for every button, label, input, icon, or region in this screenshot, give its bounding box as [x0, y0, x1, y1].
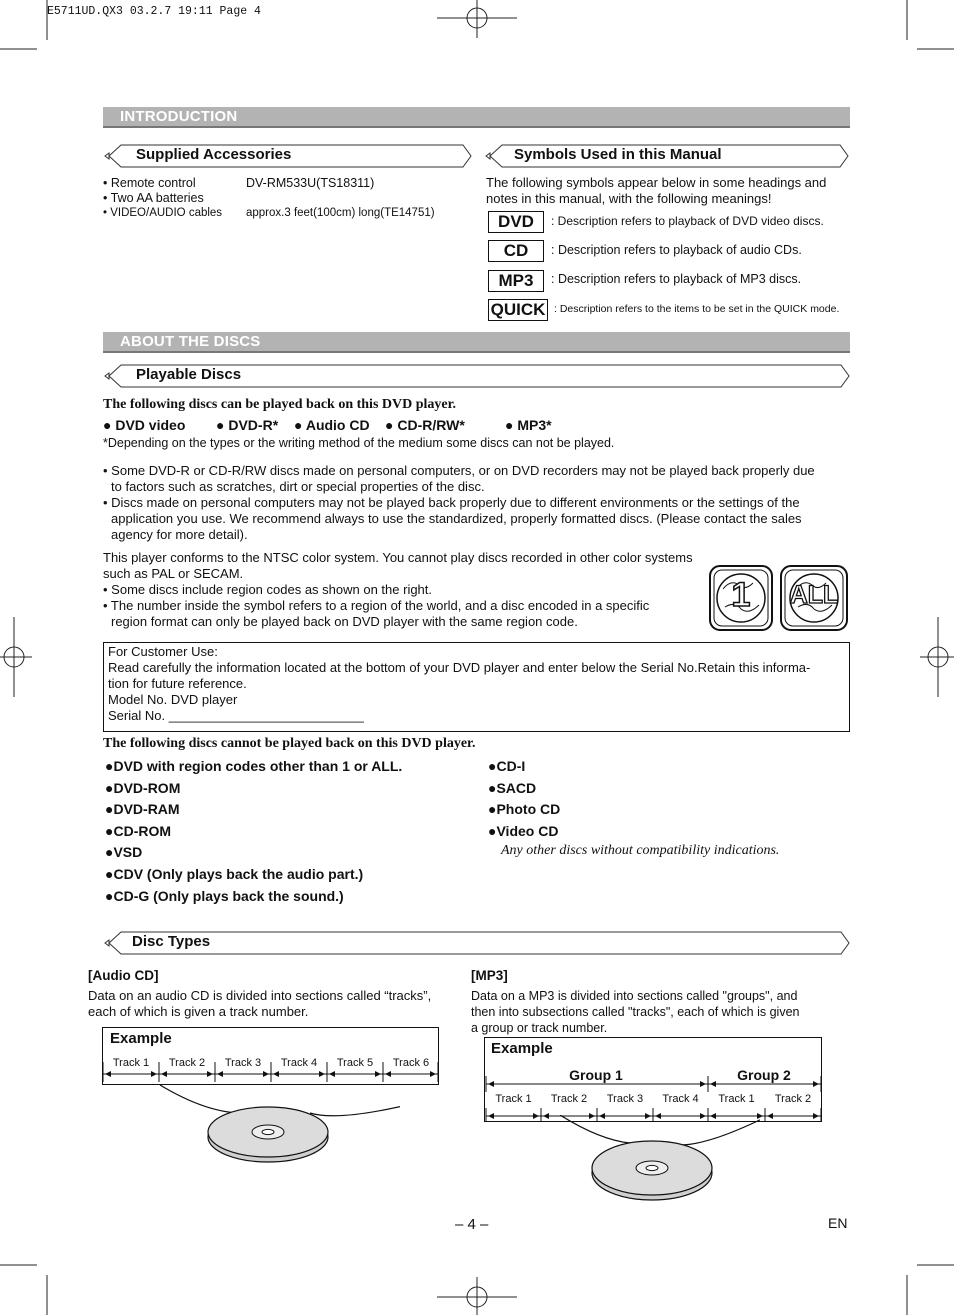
format-item: ● DVD-R* — [216, 417, 279, 433]
accessory-item — [103, 205, 473, 220]
dvd-symbol-desc: : Description refers to playback of DVD video discs. — [551, 214, 824, 228]
mp3-example-label: Example — [491, 1040, 553, 1057]
desc-line: a group or track number. — [471, 1021, 608, 1035]
desc-line: Data on a MP3 is divided into sections called "groups", and — [471, 989, 798, 1003]
ntsc-text — [103, 550, 713, 630]
bullet-line: • Some DVD-R or CD-R/RW discs made on personal computers, or on DVD recorders may not be played back properly due — [103, 463, 815, 478]
mp3-track-label: Track 4 — [662, 1093, 699, 1105]
about-discs-section-bar — [103, 332, 850, 353]
customer-line: Read carefully the information located at the bottom of your DVD player and enter below the Serial No.Retain this informa- — [108, 660, 811, 675]
audio-track-label: Track 4 — [280, 1057, 318, 1069]
unplayable-item: ●CD-G (Only plays back the sound.) — [105, 887, 344, 904]
accessory-item — [103, 190, 473, 205]
unplayable-item: ●DVD with region codes other than 1 or ALL. — [105, 758, 403, 774]
accessories-title: Supplied Accessories — [136, 146, 292, 163]
ntsc-line: • Some discs include region codes as shown on the right. — [103, 582, 433, 597]
other-discs-note: Any other discs without compatibility indications. — [501, 843, 780, 858]
mp3-track-label: Track 3 — [606, 1093, 644, 1105]
desc-line: each of which is given a track number. — [88, 1004, 309, 1019]
audio-track-label: Track 6 — [392, 1057, 430, 1069]
mp3-group-label: Group 2 — [737, 1067, 791, 1083]
region-all-label: ALL — [789, 581, 839, 609]
unplayable-item: ●Video CD — [488, 822, 559, 839]
mp3-group-label: Group 1 — [569, 1067, 623, 1083]
audio-cd-title: [Audio CD] — [88, 968, 159, 983]
format-item: ● MP3* — [505, 417, 552, 433]
mp3-symbol-desc: : Description refers to playback of MP3 discs. — [551, 272, 802, 286]
customer-line: tion for future reference. — [108, 676, 247, 691]
mp3-track-label: Track 2 — [550, 1093, 588, 1105]
page-number: – 4 – — [455, 1216, 489, 1233]
format-item: ● Audio CD — [294, 417, 370, 433]
accessory-name: • Remote control — [103, 176, 196, 190]
unplayable-item: ●DVD-RAM — [105, 801, 180, 818]
playable-bullets — [103, 463, 853, 543]
accessory-value: approx.3 feet(100cm) long(TE14751) — [246, 207, 435, 219]
quick-symbol: QUICK — [488, 299, 548, 321]
unplayable-item: ●CDV (Only plays back the audio part.) — [105, 865, 364, 882]
audio-cd-desc — [88, 988, 458, 1020]
about-discs-title: ABOUT THE DISCS — [120, 333, 261, 350]
bullet-line: to factors such as scratches, dirt or special properties of the disc. — [111, 479, 485, 494]
desc-line: Data on an audio CD is divided into sections called “tracks”, — [88, 988, 432, 1003]
ntsc-line: • The number inside the symbol refers to a region of the world, and a disc encoded in a specific — [103, 598, 650, 613]
unplayable-item: ●SACD — [488, 779, 537, 796]
playable-heading: The following discs can be played back on this DVD player. — [103, 397, 457, 412]
unplayable-item: ●CD-ROM — [105, 822, 172, 839]
customer-use-box — [103, 642, 850, 732]
symbols-intro: The following symbols appear below in some headings and notes in this manual, with the following meanings! — [486, 175, 827, 206]
disctypes-heading-frame — [103, 931, 853, 955]
cd-symbol: CD — [488, 240, 544, 262]
mp3-track-label: Track 2 — [774, 1093, 812, 1105]
audio-example-label: Example — [110, 1030, 172, 1047]
unplayable-item: ●VSD — [105, 844, 143, 861]
mp3-track-label: Track 1 — [718, 1093, 755, 1105]
playable-note: *Depending on the types or the writing method of the medium some discs can not be played. — [103, 436, 615, 450]
ntsc-line: such as PAL or SECAM. — [103, 566, 244, 581]
language-code: EN — [828, 1215, 848, 1231]
introduction-title: INTRODUCTION — [120, 108, 238, 125]
print-slug: E5711UD.QX3 03.2.7 19:11 Page 4 — [47, 5, 261, 18]
symbols-title: Symbols Used in this Manual — [514, 146, 722, 163]
audio-disc-illustration — [150, 1075, 400, 1185]
cd-symbol-desc: : Description refers to playback of audio CDs. — [551, 243, 802, 257]
unplayable-heading: The following discs cannot be played back on this DVD player. — [103, 736, 476, 751]
accessory-name: • Two AA batteries — [103, 191, 204, 205]
accessories-list — [103, 175, 473, 220]
disctypes-title: Disc Types — [132, 933, 211, 950]
unplayable-item: ●CD-I — [488, 758, 526, 774]
mp3-track-label: Track 1 — [495, 1093, 532, 1105]
unplayable-right-list — [488, 756, 560, 842]
bullet-line: application you use. We recommend always to use the standardized, properly formatted discs. (Please contact the sales — [111, 511, 802, 526]
bullet-line: agency for more detail). — [111, 527, 248, 542]
accessory-item — [103, 175, 473, 190]
audio-track-label: Track 1 — [112, 1057, 150, 1069]
region-1-label: 1 — [731, 576, 751, 614]
audio-track-label: Track 3 — [224, 1057, 262, 1069]
customer-line: Model No. DVD player — [108, 692, 238, 707]
format-item: ● DVD video — [103, 417, 186, 433]
unplayable-item: ●Photo CD — [488, 801, 561, 818]
accessory-value: DV-RM533U(TS18311) — [246, 176, 375, 190]
serial-number-line: Serial No. ___________________________ — [108, 708, 364, 723]
ntsc-line: This player conforms to the NTSC color system. You cannot play discs recorded in other color systems — [103, 550, 693, 565]
playable-formats — [103, 417, 663, 435]
mp3-desc — [471, 988, 841, 1036]
bullet-line: • Discs made on personal computers may not be played back properly due to different environments or the settings of the — [103, 495, 800, 510]
customer-text — [108, 644, 843, 724]
audio-track-label: Track 2 — [168, 1057, 206, 1069]
introduction-section-bar — [103, 107, 850, 128]
unplayable-item: ●DVD-ROM — [105, 779, 181, 796]
ntsc-line: region format can only be played back on DVD player with the same region code. — [111, 614, 578, 629]
quick-symbol-desc: : Description refers to the items to be set in the QUICK mode. — [554, 303, 840, 315]
playable-title: Playable Discs — [136, 366, 242, 383]
desc-line: then into subsections called "tracks", each of which is given — [471, 1005, 800, 1019]
accessory-name: • VIDEO/AUDIO cables — [103, 207, 223, 219]
mp3-title: [MP3] — [471, 968, 508, 983]
format-item: ● CD-R/RW* — [385, 417, 465, 433]
mp3-symbol: MP3 — [488, 270, 544, 292]
customer-line: For Customer Use: — [108, 644, 218, 659]
mp3-disc-illustration — [560, 1115, 760, 1205]
unplayable-left-list — [105, 756, 402, 907]
dvd-symbol: DVD — [488, 211, 544, 233]
audio-track-label: Track 5 — [336, 1057, 374, 1069]
